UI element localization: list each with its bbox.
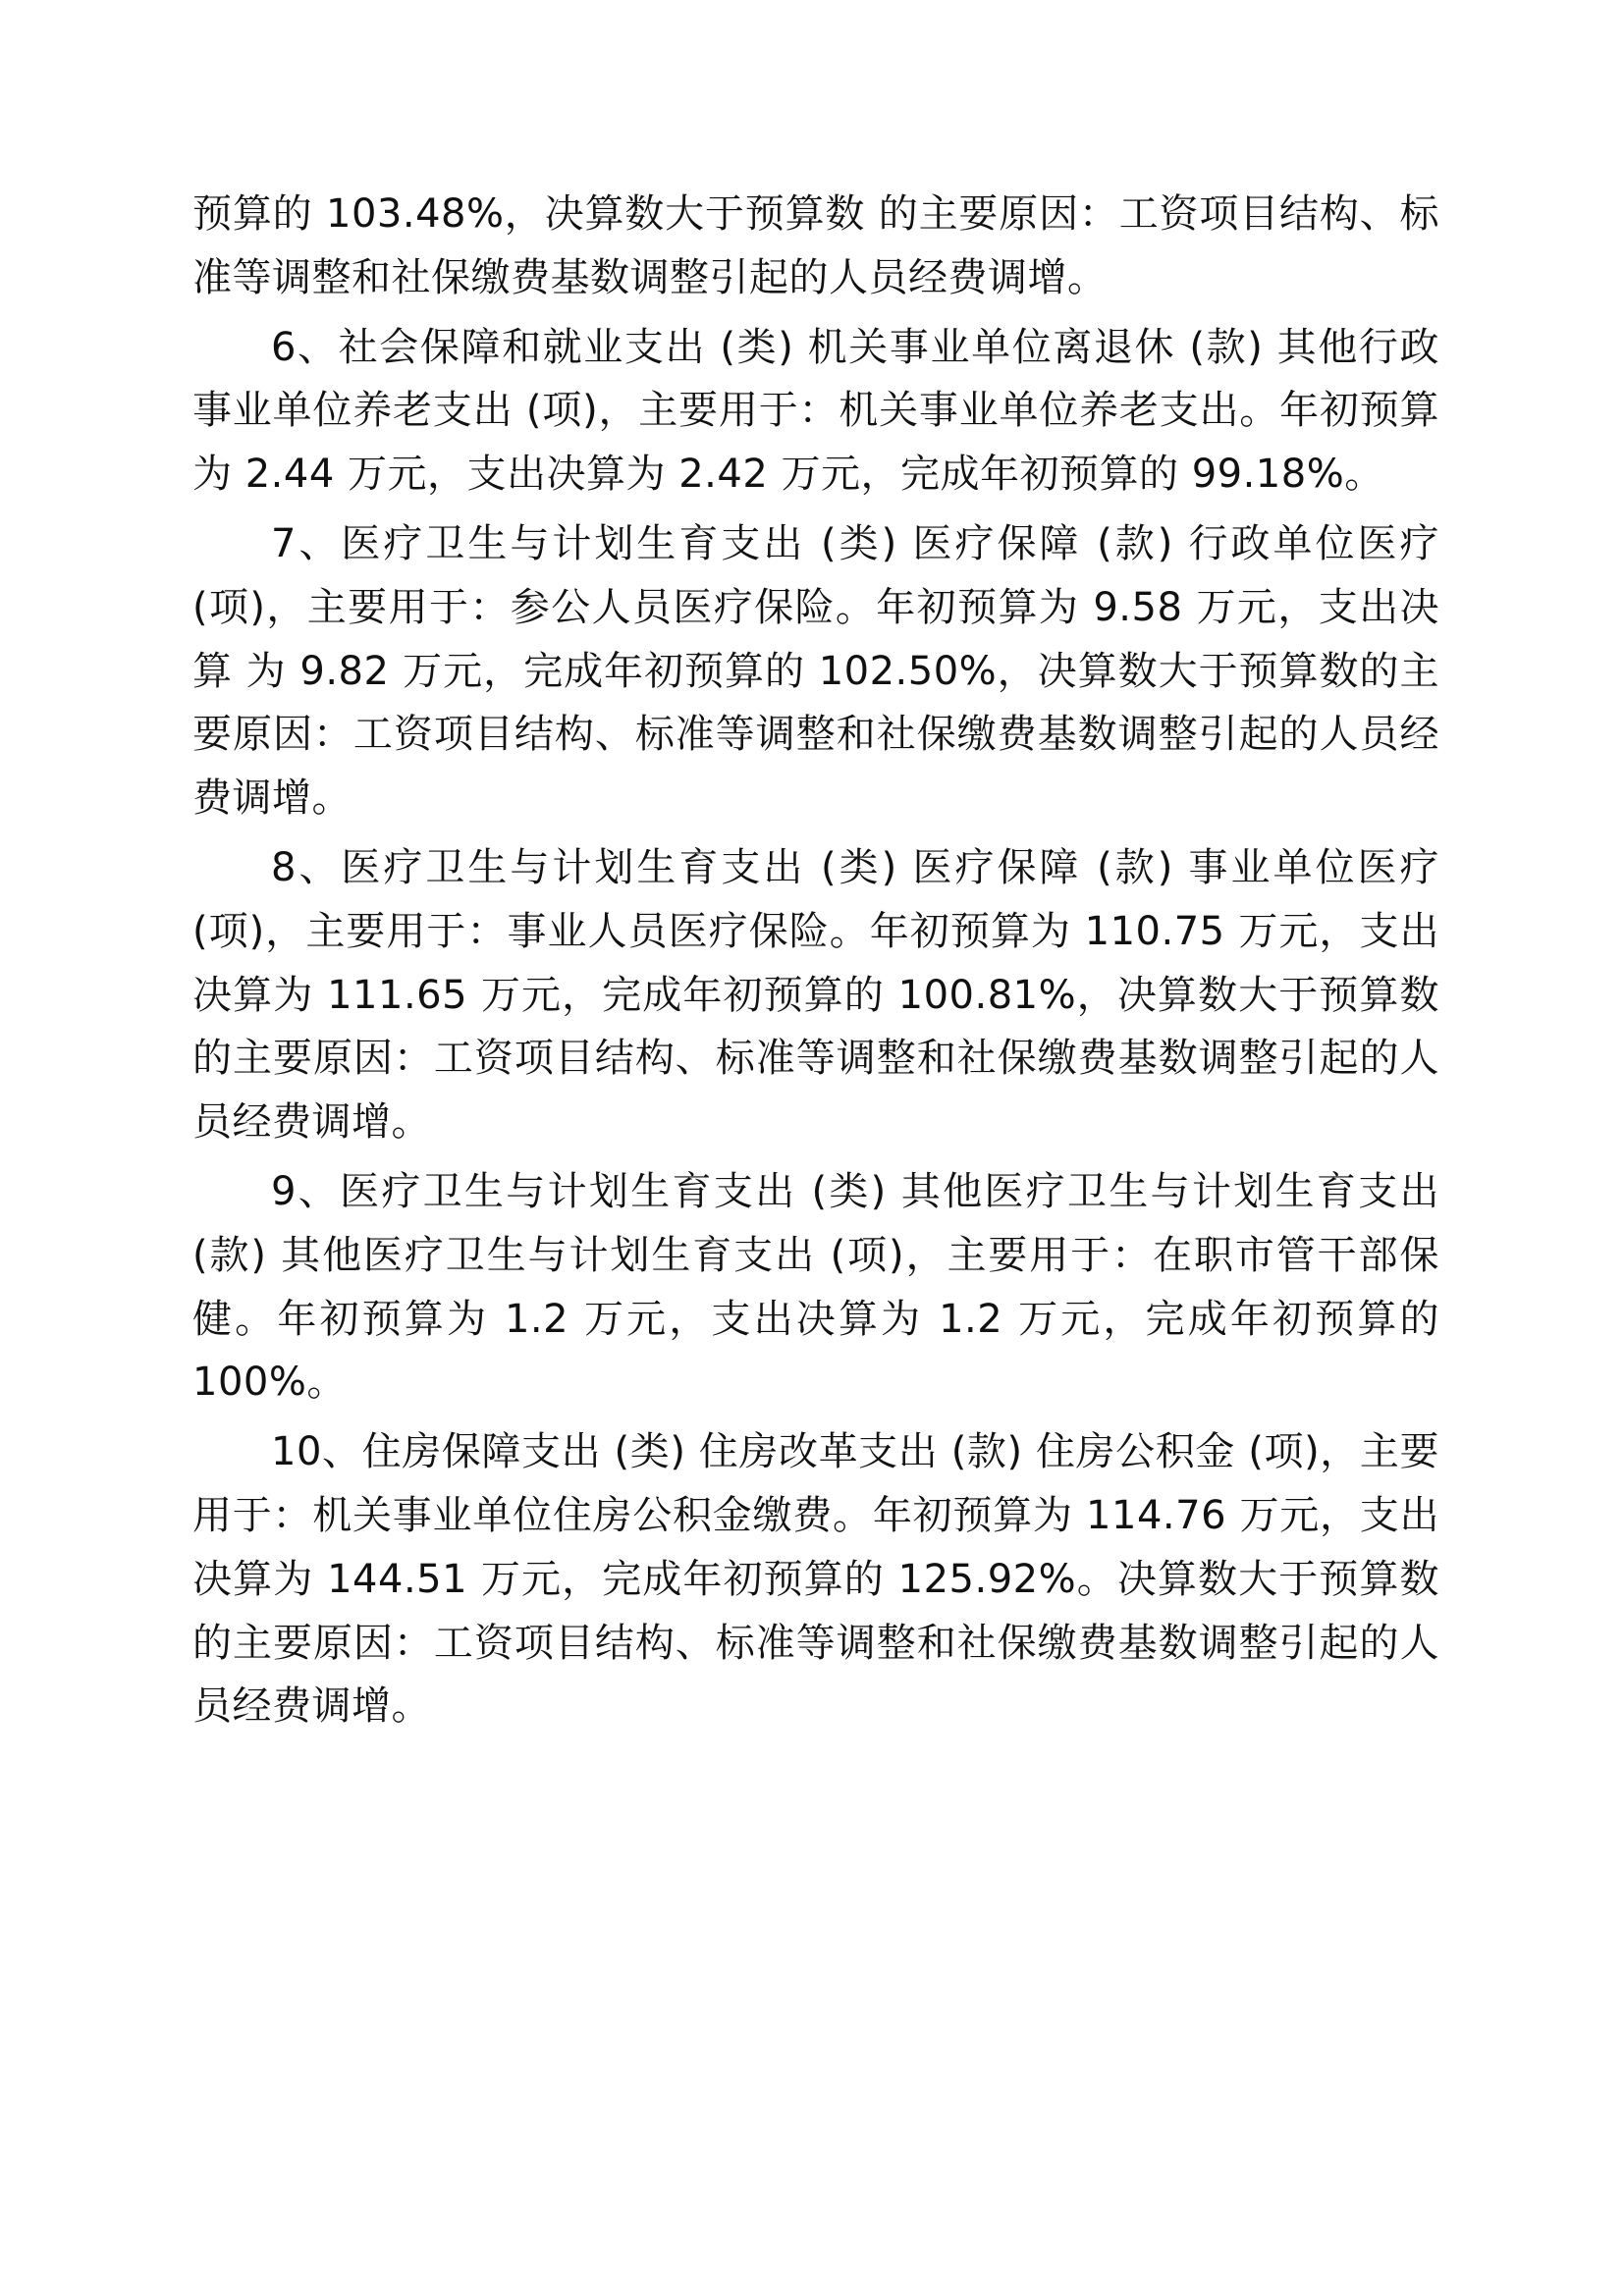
paragraph-item-7: 7、医疗卫生与计划生育支出 (类) 医疗保障 (款) 行政单位医疗 (项)，主要用于：参公人员医疗保险。年初预算为 9.58 万元，支出决算 为 9.82 万元，完成年初预算的 102.50%，决算数大于预算数的主要原因：工资项目结构、标准等调整和社保缴费基数调整引起的人员经费调增。 <box>192 520 1439 822</box>
paragraph-item-10: 10、住房保障支出 (类) 住房改革支出 (款) 住房公积金 (项)，主要用于：机关事业单位住房公积金缴费。年初预算为 114.76 万元，支出决算为 144.51 万元，完成年初预算的 125.92%。决算数大于预算数的主要原因：工资项目结构、标准等调整和社保缴费基数调整引起的人员经费调增。 <box>192 1429 1439 1730</box>
paragraph-item-9: 9、医疗卫生与计划生育支出 (类) 其他医疗卫生与计划生育支出 (款) 其他医疗卫生与计划生育支出 (项)，主要用于：在职市管干部保健。年初预算为 1.2 万元，支出决算为 1.2 万元，完成年初预算的 100%。 <box>192 1168 1439 1406</box>
paragraph-item-8: 8、医疗卫生与计划生育支出 (类) 医疗保障 (款) 事业单位医疗 (项)，主要用于：事业人员医疗保险。年初预算为 110.75 万元，支出决算为 111.65 万元，完成年初预算的 100.81%，决算数大于预算数 的主要原因：工资项目结构、标准等调整和社保缴费基数调整引起的人员经费调增。 <box>192 844 1439 1146</box>
document-body <box>192 183 1439 1744</box>
paragraph-continuation: 预算的 103.48%，决算数大于预算数 的主要原因：工资项目结构、标准等调整和社保缴费基数调整引起的人员经费调增。 <box>192 191 1439 300</box>
paragraph-item-6: 6、社会保障和就业支出 (类) 机关事业单位离退休 (款) 其他行政事业单位养老支出 (项)，主要用于：机关事业单位养老支出。年初预算为 2.44 万元，支出决算为 2.42 万元，完成年初预算的 99.18%。 <box>192 324 1439 498</box>
